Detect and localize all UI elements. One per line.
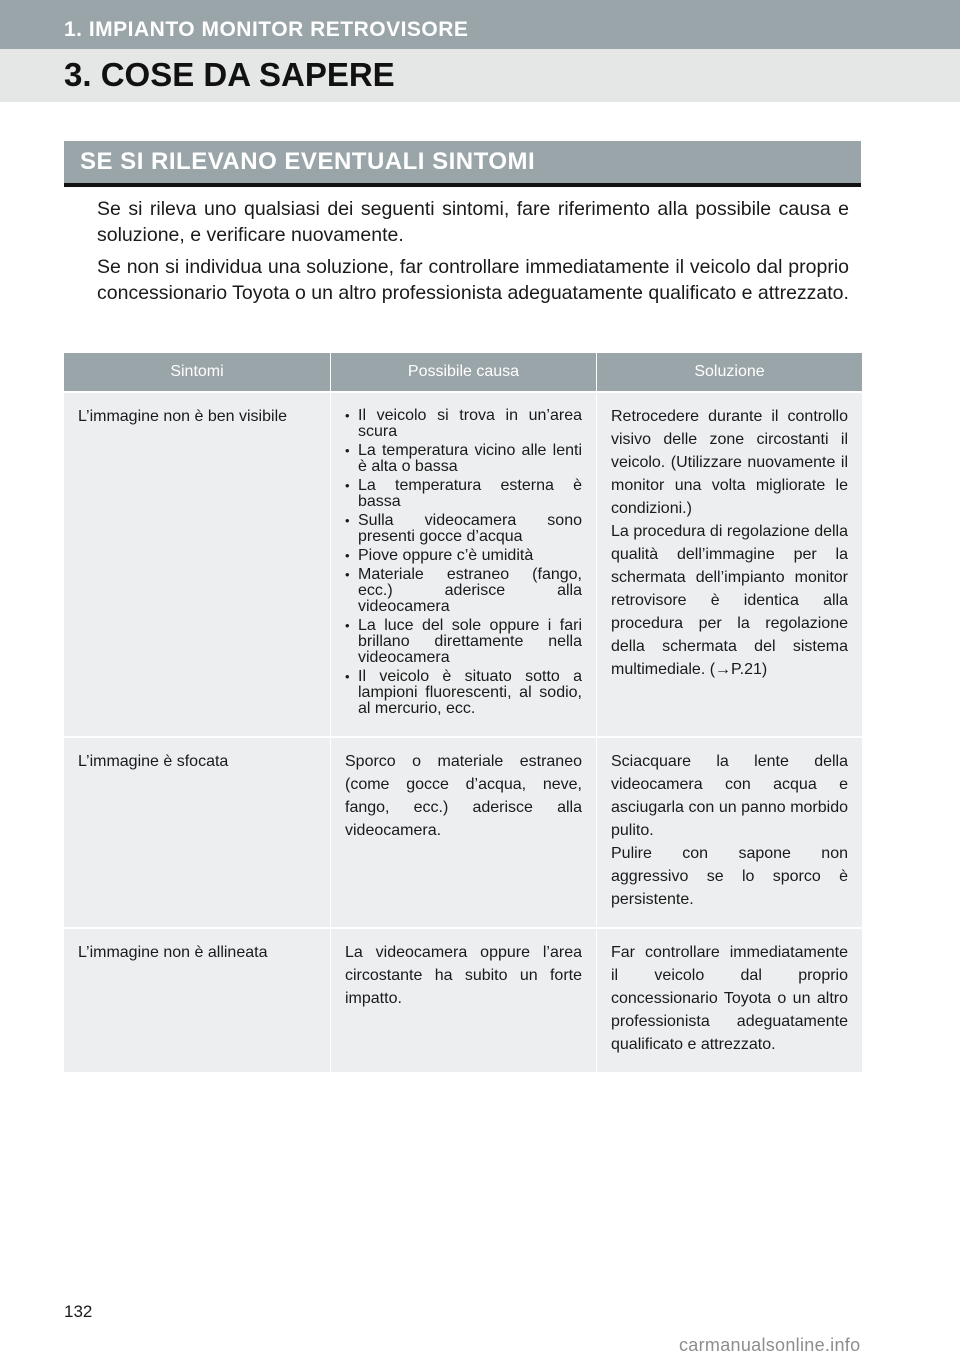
symptom-text: L’immagine non è allineata [78, 944, 268, 961]
table-header-row [64, 353, 862, 391]
list-item: • La temperatura vicino alle lenti è alta o bassa [345, 442, 582, 475]
page-number: 132 [64, 1302, 93, 1321]
solution-cell [596, 927, 862, 1072]
bullet-icon: • [345, 548, 350, 563]
intro-paragraph-1: Se si rileva uno qualsiasi dei seguenti sintomi, fare riferimento alla possibile causa e soluzione, e verificare nuovamente. [97, 198, 849, 246]
symptom-cell [64, 391, 330, 736]
table-row [64, 927, 862, 1072]
list-item: • Materiale estraneo (fango, ecc.) aderisce alla videocamera [345, 566, 582, 615]
bullet-icon: • [345, 567, 350, 582]
symptom-text: L’immagine è sfocata [78, 753, 229, 770]
cause-text: Sporco o materiale estraneo (come gocce d’acqua, neve, fango, ecc.) aderisce alla videocamera. [345, 753, 582, 839]
solution-text: Far controllare immediatamente il veicolo dal proprio concessionario Toyota o un altro professionista adeguatamente qualificato e attrezzato. [611, 944, 848, 1053]
bullet-icon: • [345, 669, 350, 684]
bullet-icon: • [345, 478, 350, 493]
subsection-header [64, 141, 861, 187]
cause-list [345, 408, 582, 717]
bullet-icon: • [345, 443, 350, 458]
table-row [64, 391, 862, 736]
cause-text: La videocamera oppure l’area circostante ha subito un forte impatto. [345, 944, 582, 1007]
table-row [64, 736, 862, 927]
solution-text: Sciacquare la lente della videocamera con acqua e asciugarla con un panno morbido pulito. [611, 753, 848, 839]
bullet-icon: • [345, 513, 350, 528]
watermark: carmanualsonline.info [679, 1335, 861, 1355]
header-solution: Soluzione [596, 353, 862, 391]
bullet-icon: • [345, 618, 350, 633]
bullet-icon: • [345, 408, 350, 423]
list-item: • Il veicolo si trova in un’area scura [345, 407, 582, 440]
solution-text: Pulire con sapone non aggressivo se lo sporco è persistente. [611, 845, 848, 908]
list-item: • La luce del sole oppure i fari brillano direttamente nella videocamera [345, 617, 582, 666]
chapter-title: 1. IMPIANTO MONITOR RETROVISORE [64, 18, 469, 41]
subsection-title: SE SI RILEVANO EVENTUALI SINTOMI [80, 148, 536, 175]
list-item: • Piove oppure c’è umidità [345, 547, 534, 564]
page-header [0, 0, 960, 102]
intro-paragraph-2: Se non si individua una soluzione, far controllare immediatamente il veicolo dal proprio concessionario Toyota o un altro professionista adeguatamente qualificato e attrezzato. [97, 256, 849, 304]
intro-text [97, 197, 849, 313]
cause-cell [330, 391, 596, 736]
cause-cell [330, 927, 596, 1072]
list-item: • Sulla videocamera sono presenti gocce d’acqua [345, 512, 582, 545]
symptom-cell [64, 927, 330, 1072]
cause-cell [330, 736, 596, 927]
solution-cell [596, 391, 862, 736]
symptoms-table [64, 353, 862, 1072]
header-symptoms: Sintomi [64, 353, 330, 391]
section-title: 3. COSE DA SAPERE [64, 56, 395, 93]
header-cause: Possibile causa [330, 353, 596, 391]
list-item: • Il veicolo è situato sotto a lampioni fluorescenti, al sodio, al mercurio, ecc. [345, 668, 582, 717]
solution-cell [596, 736, 862, 927]
solution-text: La procedura di regolazione della qualità dell’immagine per la schermata dell’impianto monitor retrovisore è identica alla procedura per la regolazione della schermata del sistema multimediale. (→P.21) [611, 523, 848, 678]
list-item: • La temperatura esterna è bassa [345, 477, 582, 510]
solution-text: Retrocedere durante il controllo visivo delle zone circostanti il veicolo. (Utilizzare nuovamente il monitor una volta migliorate le condizioni.) [611, 408, 848, 517]
symptom-text: L’immagine non è ben visibile [78, 408, 288, 425]
symptom-cell [64, 736, 330, 927]
